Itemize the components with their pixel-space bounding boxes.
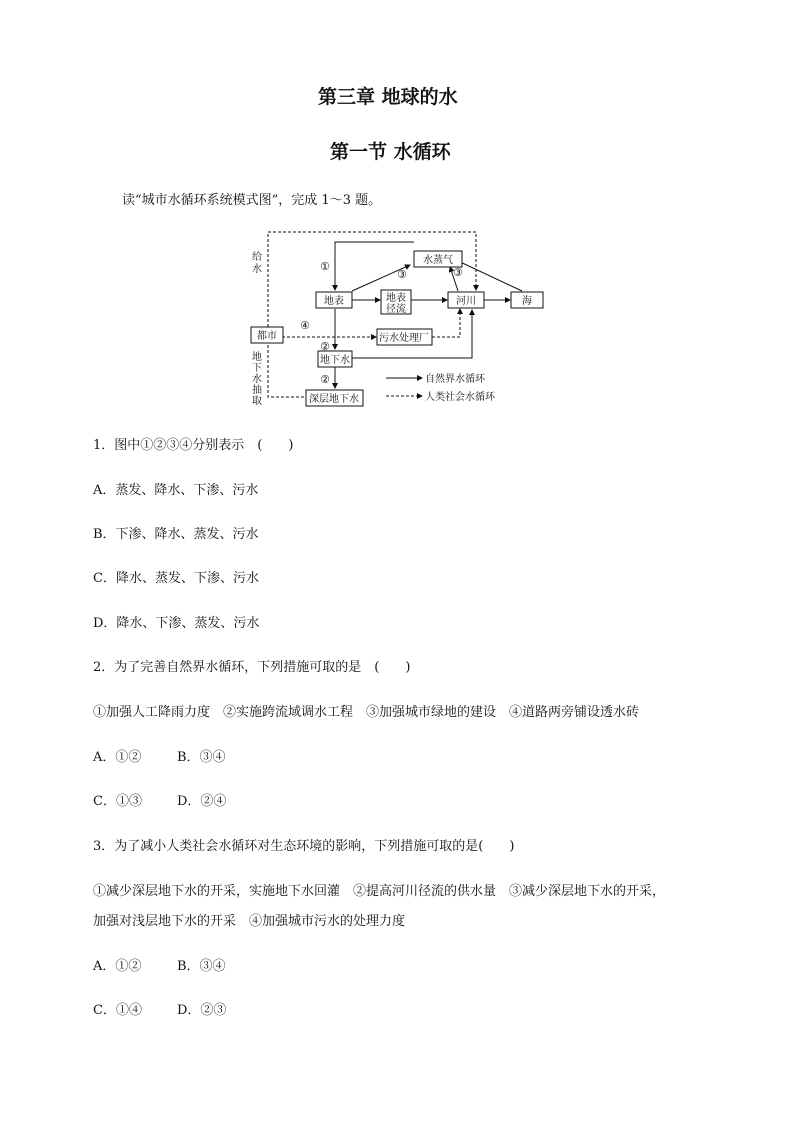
legend-human: 人类社会水循环	[425, 392, 495, 403]
svg-text:取: 取	[252, 396, 262, 407]
svg-text:抽: 抽	[252, 385, 262, 396]
chapter-title: 第三章 地球的水	[318, 86, 458, 108]
node-city: 都市	[257, 331, 277, 342]
question-3-stem: 3．为了减小人类社会水循环对生态环境的影响，下列措施可取的是( )	[93, 839, 515, 854]
q3-option-a[interactable]: A．①②	[93, 959, 142, 974]
question-3-items-line2: 加强对浅层地下水的开采 ④加强城市污水的处理力度	[93, 914, 406, 929]
sea-evaporation-arrow	[456, 260, 522, 291]
node-surface-runoff-1: 地表	[386, 293, 406, 304]
q2-option-d[interactable]: D．②④	[177, 794, 227, 809]
q3-option-c[interactable]: C．①④	[93, 1003, 142, 1018]
marker-2a: ②	[320, 340, 330, 353]
q2-option-b[interactable]: B．③④	[177, 750, 226, 765]
question-3-items-line1: ①减少深层地下水的开采，实施地下水回灌 ②提高河川径流的供水量 ③减少深层地下水的开采，	[93, 884, 666, 899]
q2-option-a[interactable]: A．①②	[93, 750, 142, 765]
section-title: 第一节 水循环	[330, 141, 451, 163]
extraction-dashed-line	[268, 345, 306, 397]
node-surface: 地表	[324, 296, 344, 307]
node-sea: 海	[522, 296, 532, 307]
water-cycle-diagram	[240, 225, 570, 410]
q2-option-c[interactable]: C．①③	[93, 794, 142, 809]
node-water-vapor: 水蒸气	[423, 255, 453, 266]
svg-text:水: 水	[252, 374, 262, 385]
svg-text:给: 给	[252, 252, 262, 263]
sewage-to-river-line	[432, 309, 460, 337]
question-2-stem: 2．为了完善自然界水循环，下列措施可取的是 ( )	[93, 660, 411, 675]
q1-option-a[interactable]: A．蒸发、降水、下渗、污水	[93, 483, 259, 498]
q3-option-d[interactable]: D．②③	[177, 1003, 227, 1018]
node-sewage-plant: 污水处理厂	[379, 333, 429, 344]
legend-natural: 自然界水循环	[425, 374, 485, 385]
marker-1: ①	[320, 260, 330, 273]
marker-3b: ③	[453, 266, 463, 279]
q1-option-b[interactable]: B．下渗、降水、蒸发、污水	[93, 527, 259, 542]
node-groundwater: 地下水	[320, 355, 350, 366]
question-2-items: ①加强人工降雨力度 ②实施跨流域调水工程 ③加强城市绿地的建设 ④道路两旁铺设透水砖	[93, 705, 640, 720]
node-deep-groundwater: 深层地下水	[309, 394, 359, 405]
precipitation-arrow	[335, 242, 414, 290]
intro-text: 读“城市水循环系统模式图”，完成 1～3 题。	[122, 193, 382, 208]
svg-text:下: 下	[252, 363, 262, 374]
svg-text:水: 水	[252, 264, 262, 275]
q1-option-d[interactable]: D．降水、下渗、蒸发、污水	[93, 616, 260, 631]
q1-option-c[interactable]: C．降水、蒸发、下渗、污水	[93, 571, 259, 586]
node-surface-runoff-2: 径流	[386, 304, 406, 315]
marker-3a: ③	[397, 268, 407, 281]
marker-2b: ②	[320, 373, 330, 386]
question-1-stem: 1．图中①②③④分别表示 ( )	[93, 438, 294, 453]
node-river: 河川	[456, 296, 476, 307]
q3-option-b[interactable]: B．③④	[177, 959, 226, 974]
svg-text:地: 地	[252, 352, 262, 363]
marker-4: ④	[300, 319, 310, 332]
